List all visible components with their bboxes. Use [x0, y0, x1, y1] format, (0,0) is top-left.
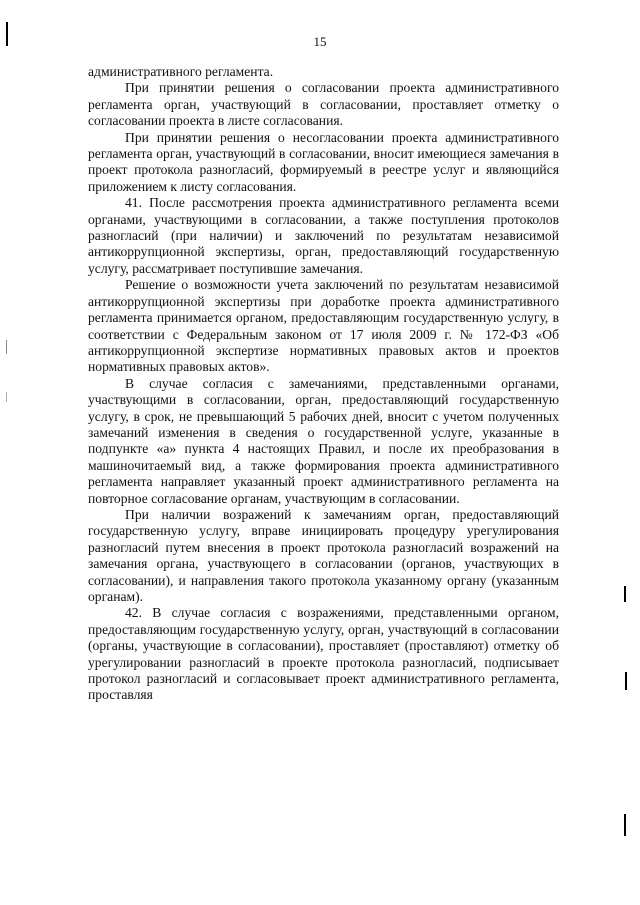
paragraph-item-41: 41. После рассмотрения проекта административного регламента всеми органами, участвующими в согласовании, а также поступления протоколов разногласий (при наличии) и заключений по результатам независимой антикоррупционной экспертизы, орган, предоставляющий государственную услугу, рассматривает поступившие замечания.: [88, 195, 559, 276]
scan-artifact-mark: [6, 340, 7, 354]
scan-artifact-mark: [624, 814, 626, 836]
paragraph-continuation: административного регламента.: [88, 64, 274, 79]
paragraph: При принятии решения о согласовании проекта административного регламента орган, участвующий в согласовании, проставляет отметку о согласовании проекта в листе согласования.: [88, 80, 559, 129]
scan-artifact-mark: [6, 392, 7, 402]
paragraph: В случае согласия с замечаниями, представленными органами, участвующими в согласовании, орган, предоставляющий государственную услугу, в срок, не превышающий 5 рабочих дней, вносит с учетом полученных замечаний изменения в сведения о государственной услуге, указанные в подпункте «а» пункта 4 настоящих Правил, и после их преобразования в машиночитаемый вид, а также формирования проекта административного регламента направляет указанный проект административного регламента на повторное согласование органам, участвующим в согласовании.: [88, 375, 559, 506]
scan-artifact-mark: [625, 672, 627, 690]
scan-artifact-mark: [624, 586, 626, 602]
page-number: 15: [313, 34, 327, 49]
paragraph: При наличии возражений к замечаниям орган, предоставляющий государственную услугу, вправе инициировать процедуру урегулирования разногласий путем внесения в проект протокола разногласий возражений на замечания органа, участвующего в согласовании (органов, участвующих в согласовании), и направления такого протокола указанному органу (указанным органам).: [88, 506, 559, 604]
paragraph: Решение о возможности учета заключений по результатам независимой антикоррупционной экспертизы при доработке проекта административного регламента принимается органом, предоставляющим государственную услугу, в соответствии с Федеральным законом от 17 июля 2009 г. № 172-ФЗ «Об антикоррупционной экспертизе нормативных правовых актов и проектов нормативных правовых актов».: [88, 277, 559, 375]
document-body: [88, 64, 559, 704]
paragraph-item-42: 42. В случае согласия с возражениями, представленными органом, предоставляющим государственную услугу, орган, участвующий в согласовании (органы, участвующие в согласовании), проставляет (проставляют) отметку об урегулировании разногласий в проекте протокола разногласий, подписывает протокол разногласий и согласовывает проект административного регламента, проставляя: [88, 605, 559, 703]
paragraph: При принятии решения о несогласовании проекта административного регламента орган, участвующий в согласовании, вносит имеющиеся замечания в проект протокола разногласий, формируемый в реестре услуг и являющийся приложением к листу согласования.: [88, 129, 559, 194]
